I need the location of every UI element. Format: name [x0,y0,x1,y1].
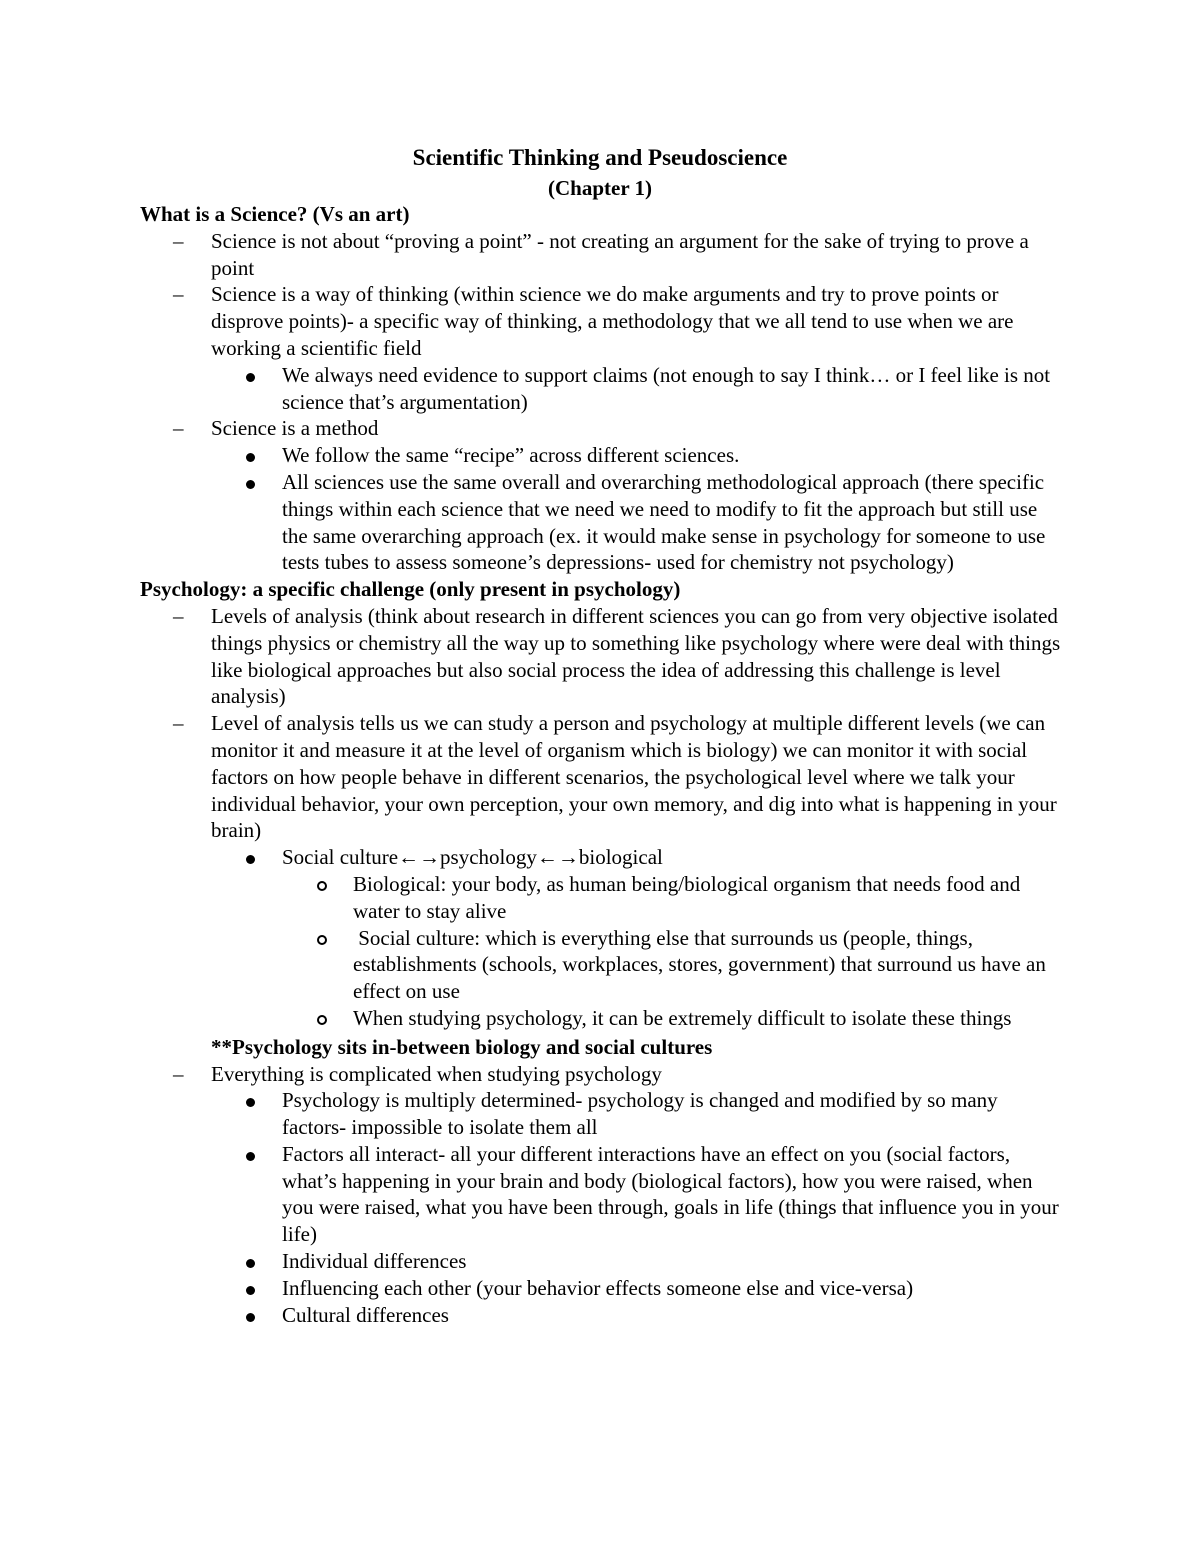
list-item-text: We always need evidence to support claims (not enough to say I think… or I feel like is not science that’s argumentation) [282,362,1051,414]
bullet-icon [246,1248,255,1275]
list-item [140,871,1065,925]
list-item [140,228,1065,282]
bold-note: **Psychology sits in-between biology and social cultures [211,1034,713,1059]
dash-marker: – [173,228,184,253]
document-title: Scientific Thinking and Pseudoscience [412,145,788,170]
list-item-text: When studying psychology, it can be extremely difficult to isolate these things [353,1005,1012,1030]
list-item [140,442,1065,469]
list-item [140,925,1065,1005]
list-item [140,710,1065,844]
list-item-text: Level of analysis tells us we can study a person and psychology at multiple different levels (we can monitor it and measure it at the level of organism which is biology) we can monitor it with social factors on how people behave in different scenarios, the psychological level where we talk your individual behavior, your own perception, your own memory, and dig into what is happening in your brain) [211,711,1057,843]
list-item-text: Science is a way of thinking (within science we do make arguments and try to prove points or disprove points)- a specific way of thinking, a methodology that we all tend to use when we are working a scientific field [211,282,1014,360]
dash-marker: – [173,416,184,441]
list-item [140,1275,1065,1302]
list-item [140,844,1065,871]
list-item-text: Everything is complicated when studying psychology [211,1061,662,1086]
list-item-text: Biological: your body, as human being/biological organism that needs food and water to stay alive [353,871,1021,923]
list-item-text: We follow the same “recipe” across different sciences. [282,443,740,468]
bullet-icon [246,1087,255,1114]
list-item [140,1141,1065,1248]
list-item-text: Science is not about “proving a point” - not creating an argument for the sake of trying to prove a point [211,228,1029,280]
list-item-text: Social culture: which is everything else that surrounds us (people, things, establishments (schools, workplaces, stores, government) that surround us have an effect on use [353,925,1052,1004]
bullet-icon [246,469,255,496]
list-item-text: Levels of analysis (think about research in different sciences you can go from very objective isolated things physics or chemistry all the way up to something like psychology where were deal with things like biological approaches but also social process the idea of addressing this challenge is level analysis) [211,603,1061,709]
list-item [140,603,1065,710]
list-item-text: Social culture←→psychology←→biological [282,845,663,870]
bullet-icon [246,1275,255,1302]
circle-bullet-icon [317,925,327,952]
bullet-icon [246,362,255,389]
list-item-text: Influencing each other (your behavior effects someone else and vice-versa) [282,1275,914,1300]
list-item-text: Cultural differences [282,1302,449,1327]
bullet-icon [246,844,255,871]
list-item-text: Individual differences [282,1249,467,1274]
title-block [0,142,1200,202]
list-item-text: Psychology is multiply determined- psychology is changed and modified by so many factors- impossible to isolate them all [282,1088,998,1140]
list-item [140,362,1065,416]
bullet-icon [246,1141,255,1168]
circle-bullet-icon [317,1005,327,1032]
list-item-text: Science is a method [211,416,379,441]
dash-marker: – [173,282,184,307]
bullet-icon [246,1302,255,1329]
bullet-icon [246,442,255,469]
list-item [140,281,1065,361]
section-heading-science: What is a Science? (Vs an art) [140,202,410,226]
list-item-text: Factors all interact- all your different interactions have an effect on you (social factors, what’s happening in your brain and body (biological factors), how you were raised, when you were raised, what you have been through, goals in life (things that influence you in your life) [282,1141,1059,1247]
document-subtitle: (Chapter 1) [547,176,652,200]
list-item [140,1087,1065,1141]
list-item [140,415,1065,442]
section-heading-psychology: Psychology: a specific challenge (only present in psychology) [140,577,681,602]
dash-marker: – [173,1061,184,1086]
dash-marker: – [173,711,184,736]
list-item [140,1005,1065,1032]
list-item [140,469,1065,576]
document-body [140,201,1065,1328]
circle-bullet-icon [317,871,327,898]
list-item [140,1302,1065,1329]
dash-marker: – [173,603,184,628]
list-item [140,1248,1065,1275]
list-item-text: All sciences use the same overall and overarching methodological approach (there specific things within each science that we need we need to modify to fit the approach but still use the same overarching approach (ex. it would make sense in psychology for someone to use tests tubes to assess someone’s depressions- used for chemistry not psychology) [282,469,1046,575]
list-item [140,1061,1065,1088]
